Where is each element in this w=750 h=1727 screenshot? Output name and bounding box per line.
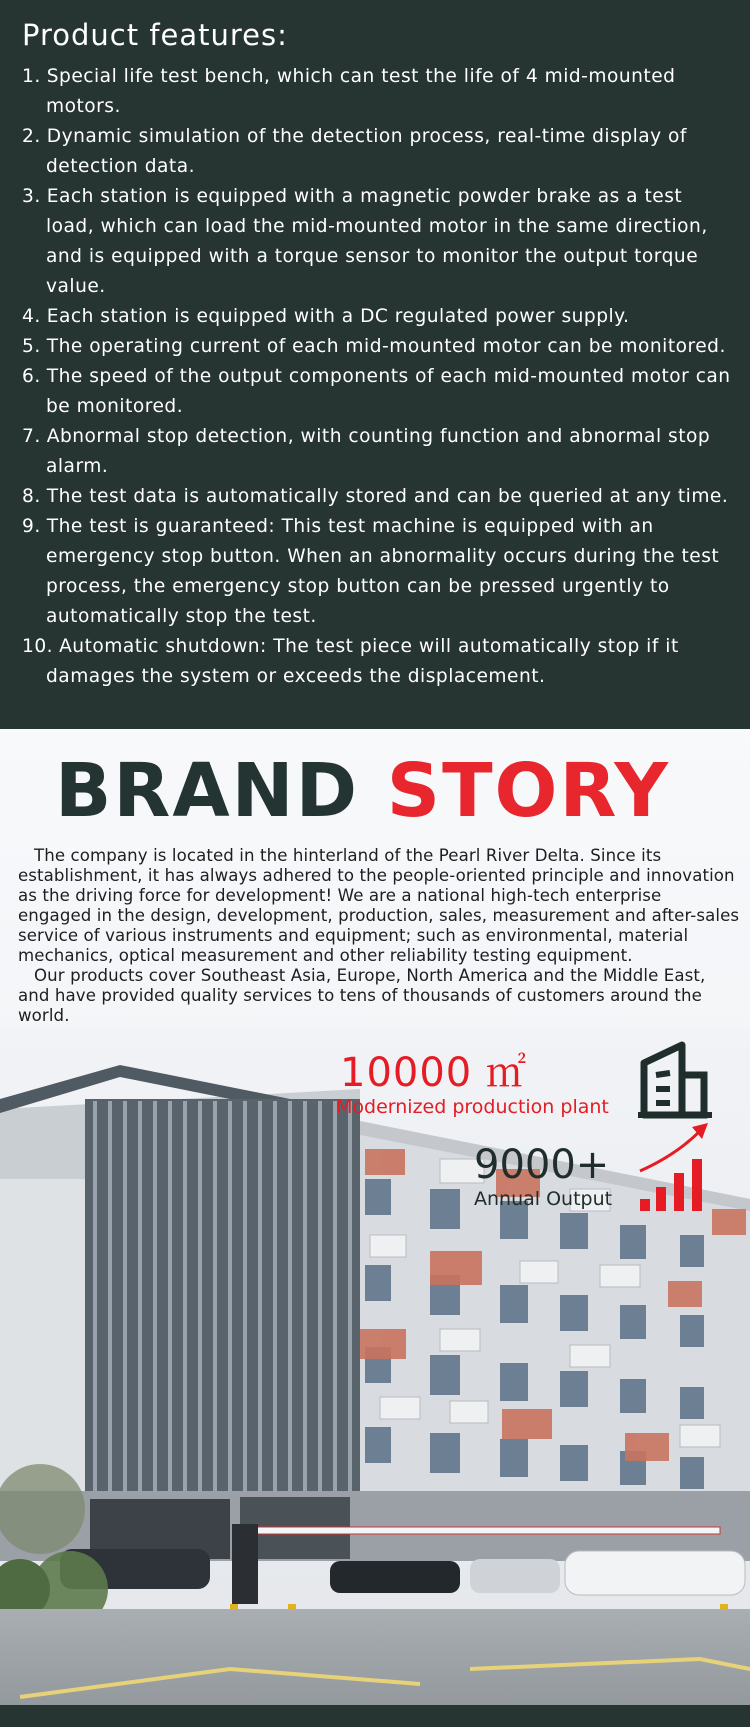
story-paragraph: The company is located in the hinterland of the Pearl River Delta. Since its establishment, it has always adhered to the people-oriented principle and innovation as the driving force for development! We are a national high-tech enterprise engaged in the design, development, production, sales, measurement and after-sales service of various instruments and equipment; such as environmental, material mechanics, optical measurement and other reliability testing equipment. <box>18 846 740 965</box>
feature-item <box>22 362 734 422</box>
feature-text: Special life test bench, which can test the life of 4 mid-mounted motors. <box>46 66 676 117</box>
feature-number: 9. <box>22 516 41 537</box>
feature-number: 3. <box>22 186 41 207</box>
feature-item <box>22 332 734 362</box>
features-list <box>22 62 734 692</box>
feature-number: 1. <box>22 66 41 87</box>
feature-item <box>22 122 734 182</box>
feature-text: The test is guaranteed: This test machine is equipped with an emergency stop button. When an abnormality occurs during the test process, the emergency stop button can be pressed urgently to automatically stop the test. <box>46 516 720 627</box>
feature-number: 2. <box>22 126 41 147</box>
brand-story-title <box>0 748 725 834</box>
feature-number: 5. <box>22 336 41 357</box>
feature-text: The test data is automatically stored and can be queried at any time. <box>46 486 729 507</box>
annual-output-label: Annual Output <box>474 1188 613 1210</box>
feature-number: 7. <box>22 426 41 447</box>
feature-item <box>22 482 734 512</box>
story-title-word: STORY <box>386 748 670 834</box>
brand-story-section <box>0 729 750 1727</box>
plant-area-label: Modernized production plant <box>336 1096 609 1118</box>
growth-chart-icon <box>636 1121 712 1213</box>
feature-text: The operating current of each mid-mounted motor can be monitored. <box>46 336 726 357</box>
features-title: Product features: <box>22 18 288 52</box>
feature-text: The speed of the output components of each mid-mounted motor can be monitored. <box>46 366 731 417</box>
story-paragraph: Our products cover Southeast Asia, Europe, North America and the Middle East, and have provided quality services to tens of thousands of customers around the world. <box>18 966 706 1025</box>
feature-number: 6. <box>22 366 41 387</box>
feature-text: Each station is equipped with a magnetic powder brake as a test load, which can load the mid-mounted motor in the same direction, and is equipped with a torque sensor to monitor the output torque value. <box>46 186 708 297</box>
feature-number: 4. <box>22 306 41 327</box>
feature-text: Abnormal stop detection, with counting function and abnormal stop alarm. <box>46 426 711 477</box>
feature-number: 8. <box>22 486 41 507</box>
building-icon <box>638 1041 714 1119</box>
feature-item <box>22 182 734 302</box>
feature-item <box>22 512 734 632</box>
brand-story-text <box>18 846 740 1026</box>
brand-title-word: BRAND <box>55 748 360 834</box>
feature-item <box>22 62 734 122</box>
feature-text: Dynamic simulation of the detection process, real-time display of detection data. <box>46 126 687 177</box>
annual-output-value: 9000+ <box>474 1142 610 1188</box>
plant-area-value: 10000 ㎡ <box>340 1050 527 1096</box>
feature-item <box>22 422 734 482</box>
feature-text: Each station is equipped with a DC regulated power supply. <box>46 306 630 327</box>
feature-item <box>22 302 734 332</box>
feature-text: Automatic shutdown: The test piece will automatically stop if it damages the system or exceeds the displacement. <box>46 636 679 687</box>
feature-item <box>22 632 734 692</box>
product-features-section <box>0 0 750 729</box>
feature-number: 10. <box>22 636 54 657</box>
footer-bar <box>0 1705 750 1727</box>
